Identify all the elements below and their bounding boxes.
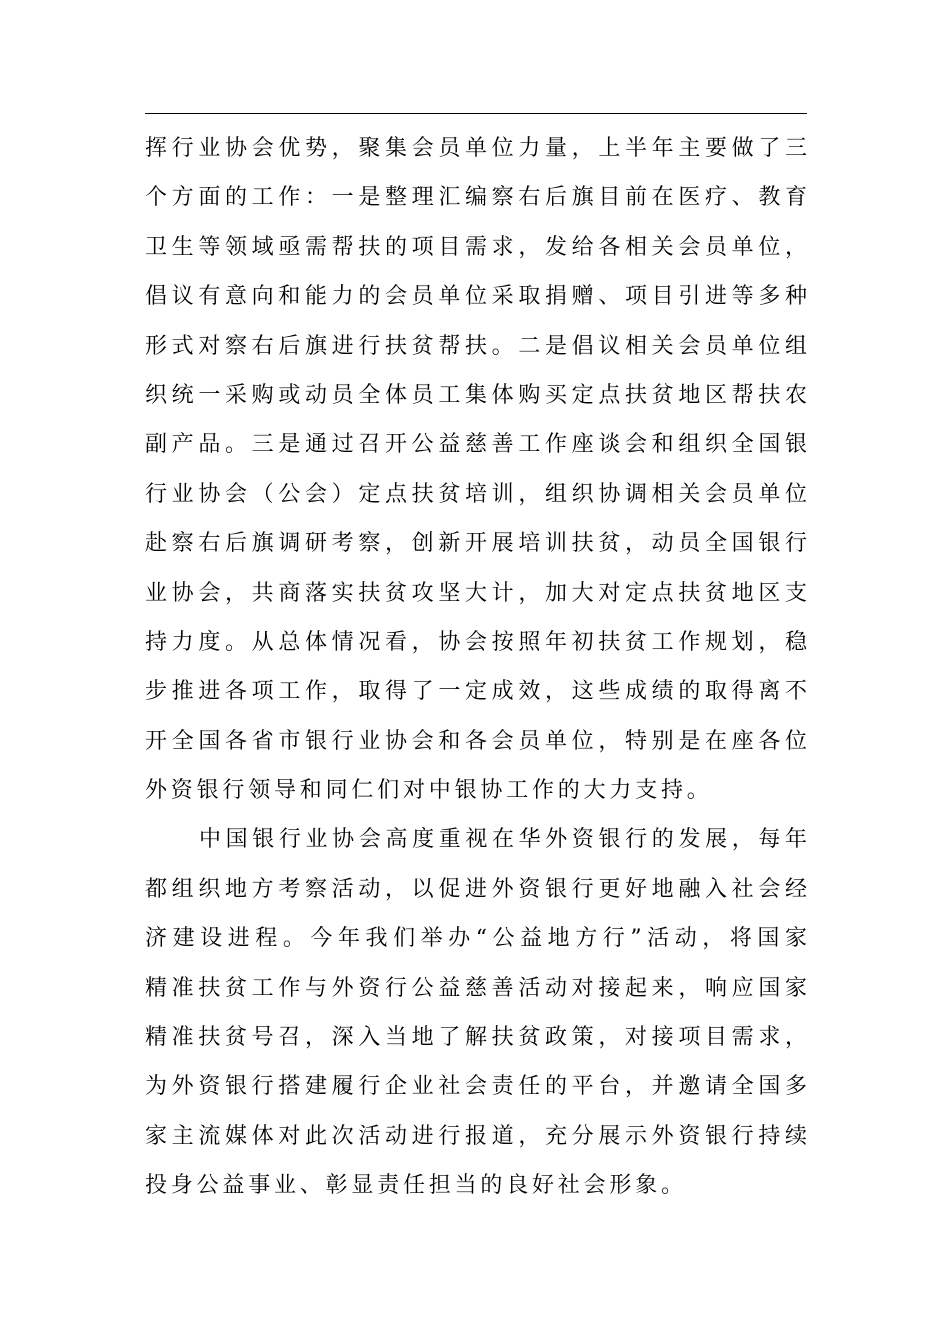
text-line: 行业协会（公会）定点扶贫培训，组织协调相关会员单位 xyxy=(145,481,807,507)
text-line: 都组织地方考察活动，以促进外资银行更好地融入社会经 xyxy=(145,876,807,902)
text-line: 形式对察右后旗进行扶贫帮扶。二是倡议相关会员单位组 xyxy=(145,333,807,359)
text-line: 倡议有意向和能力的会员单位采取捐赠、项目引进等多种 xyxy=(145,284,807,310)
text-line: 卫生等领域亟需帮扶的项目需求，发给各相关会员单位， xyxy=(145,234,807,260)
body-text xyxy=(145,124,807,1211)
text-line: 开全国各省市银行业协会和各会员单位，特别是在座各位 xyxy=(145,728,807,754)
paragraph-end-line: 外资银行领导和同仁们对中银协工作的大力支持。 xyxy=(145,778,713,804)
text-line: 挥行业协会优势，聚集会员单位力量，上半年主要做了三 xyxy=(145,136,807,161)
text-line: 为外资银行搭建履行企业社会责任的平台，并邀请全国多 xyxy=(145,1074,807,1100)
text-line: 精准扶贫号召，深入当地了解扶贫政策，对接项目需求， xyxy=(145,1025,807,1051)
text-line: 副产品。三是通过召开公益慈善工作座谈会和组织全国银 xyxy=(145,432,807,458)
text-line: 织统一采购或动员全体员工集体购买定点扶贫地区帮扶农 xyxy=(145,382,807,408)
text-line: 业协会，共商落实扶贫攻坚大计，加大对定点扶贫地区支 xyxy=(145,580,807,606)
paragraph-end-line: 投身公益事业、彰显责任担当的良好社会形象。 xyxy=(145,1173,687,1199)
text-line: 精准扶贫工作与外资行公益慈善活动对接起来，响应国家 xyxy=(145,975,807,1001)
header-rule xyxy=(145,113,807,114)
text-line: 赴察右后旗调研考察，创新开展培训扶贫，动员全国银行 xyxy=(145,531,807,557)
text-line: 步推进各项工作，取得了一定成效，这些成绩的取得离不 xyxy=(145,679,807,705)
text-line: 个方面的工作：一是整理汇编察右后旗目前在医疗、教育 xyxy=(145,185,807,211)
text-line: 持力度。从总体情况看，协会按照年初扶贫工作规划，稳 xyxy=(145,629,807,655)
paragraph-start-line: 中国银行业协会高度重视在华外资银行的发展，每年 xyxy=(199,827,807,853)
text-line: 家主流媒体对此次活动进行报道，充分展示外资银行持续 xyxy=(145,1123,807,1149)
text-line: 济建设进程。今年我们举办“公益地方行”活动，将国家 xyxy=(145,926,807,952)
